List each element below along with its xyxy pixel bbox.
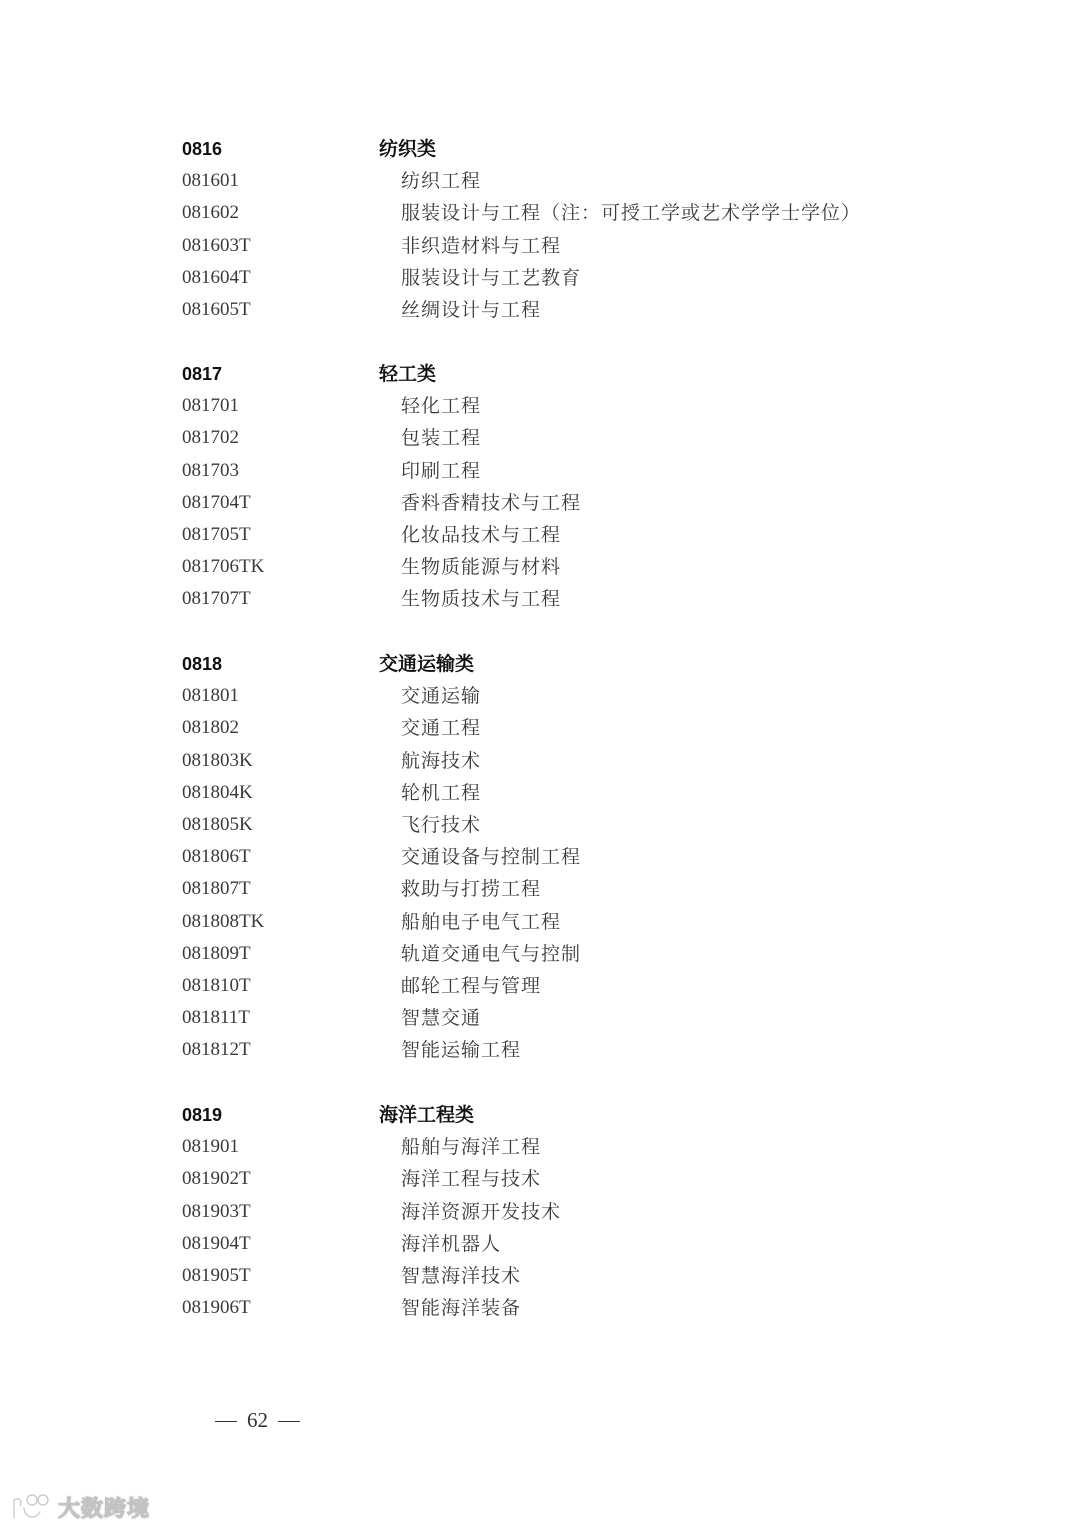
major-code: 081812T [182,1039,251,1061]
major-code: 081809T [182,942,251,964]
list-item [182,745,942,777]
watermark [10,1490,150,1524]
major-name: 交通运输 [401,685,482,708]
em-dash-left [215,1421,237,1422]
list-item [182,777,942,809]
list-item [182,294,942,326]
major-name: 智能海洋装备 [401,1297,522,1320]
major-code: 081704T [182,491,251,513]
list-item [182,1196,942,1228]
major-code: 081902T [182,1168,251,1190]
major-code: 081604T [182,266,251,288]
major-code: 081905T [182,1264,251,1286]
list-item [182,712,942,744]
major-code: 081703 [182,459,239,481]
section-0819 [182,1099,942,1324]
major-name: 船舶电子电气工程 [401,910,562,933]
major-name: 航海技术 [401,749,482,772]
section-0816 [182,133,942,326]
list-item [182,230,942,262]
major-name: 生物质技术与工程 [401,588,562,611]
major-code: 081705T [182,523,251,545]
list-item [182,680,942,712]
major-code: 081807T [182,878,251,900]
major-code: 081805K [182,813,253,835]
major-code: 081603T [182,234,251,256]
list-item [182,1131,942,1163]
major-name: 交通工程 [401,717,482,740]
page-number-footer [205,1408,310,1433]
major-code: 081702 [182,427,239,449]
category-code: 0818 [182,654,223,674]
major-name: 智慧海洋技术 [401,1264,522,1287]
list-item [182,1163,942,1195]
major-code: 081901 [182,1136,239,1158]
major-code: 081802 [182,717,239,739]
list-item [182,583,942,615]
page-number: 62 [247,1408,268,1432]
major-name: 生物质能源与材料 [401,556,562,579]
major-code: 081806T [182,846,251,868]
major-code: 081602 [182,202,239,224]
category-code: 0817 [182,364,223,384]
list-item [182,1292,942,1324]
list-item [182,519,942,551]
list-item [182,809,942,841]
major-code: 081801 [182,685,239,707]
section-header [182,358,942,390]
list-item [182,262,942,294]
list-item [182,165,942,197]
major-name: 海洋机器人 [401,1232,502,1255]
list-item [182,938,942,970]
list-item [182,1002,942,1034]
list-item [182,197,942,229]
category-name: 轻工类 [379,363,437,385]
major-name: 救助与打捞工程 [401,878,542,901]
major-name: 纺织工程 [401,170,482,193]
list-item [182,551,942,583]
major-code: 081808TK [182,910,265,932]
list-item [182,390,942,422]
list-item [182,873,942,905]
major-code: 081601 [182,170,239,192]
major-name: 香料香精技术与工程 [401,491,582,514]
major-code: 081906T [182,1297,251,1319]
category-name: 纺织类 [379,138,437,160]
major-name: 邮轮工程与管理 [401,974,542,997]
major-code: 081903T [182,1200,251,1222]
major-name: 交通设备与控制工程 [401,846,582,869]
section-header [182,1099,942,1131]
category-code: 0816 [182,139,223,159]
logo-icon [10,1492,52,1522]
major-name: 海洋工程与技术 [401,1168,542,1191]
list-item [182,1260,942,1292]
major-code: 081605T [182,298,251,320]
major-name: 印刷工程 [401,459,482,482]
section-0817 [182,358,942,616]
major-name: 服装设计与工艺教育 [401,266,582,289]
list-item [182,970,942,1002]
major-code: 081904T [182,1232,251,1254]
list-item [182,422,942,454]
em-dash-right [278,1421,300,1422]
major-code: 081810T [182,974,251,996]
major-name: 服装设计与工程（注：可授工学或艺术学学士学位） [401,202,862,225]
section-header [182,648,942,680]
major-name: 海洋资源开发技术 [401,1200,562,1223]
major-code: 081701 [182,395,239,417]
major-name: 丝绸设计与工程 [401,298,542,321]
major-code: 081707T [182,588,251,610]
list-item [182,841,942,873]
major-name: 轮机工程 [401,781,482,804]
category-name: 交通运输类 [379,653,475,675]
category-name: 海洋工程类 [379,1104,475,1126]
major-name: 轨道交通电气与控制 [401,942,582,965]
major-code: 081811T [182,1007,250,1029]
list-item [182,1228,942,1260]
section-header [182,133,942,165]
major-code: 081803K [182,749,253,771]
major-code: 081706TK [182,556,265,578]
major-name: 船舶与海洋工程 [401,1136,542,1159]
major-name: 化妆品技术与工程 [401,523,562,546]
watermark-text: 大数跨境 [58,1496,151,1522]
major-name: 智能运输工程 [401,1039,522,1062]
list-item [182,906,942,938]
major-name: 智慧交通 [401,1007,482,1030]
major-name: 飞行技术 [401,813,482,836]
category-code: 0819 [182,1105,223,1125]
major-name: 轻化工程 [401,395,482,418]
major-name: 包装工程 [401,427,482,450]
list-item [182,455,942,487]
list-item [182,487,942,519]
section-0818 [182,648,942,1066]
major-name: 非织造材料与工程 [401,234,562,257]
major-code: 081804K [182,781,253,803]
list-item [182,1034,942,1066]
